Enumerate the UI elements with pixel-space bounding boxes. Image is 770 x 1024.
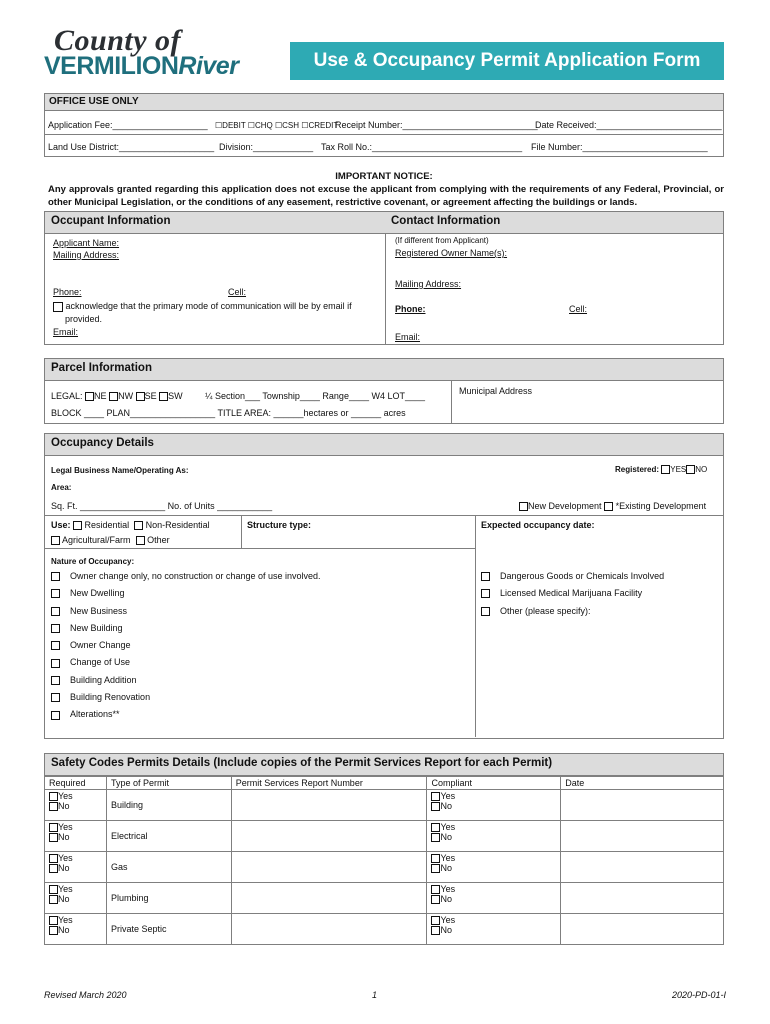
structure-type-field[interactable]: Structure type: [247, 520, 312, 530]
permit-type: Building [106, 790, 231, 821]
form-title: Use & Occupancy Permit Application Form [290, 42, 724, 80]
required-checkboxes[interactable]: Yes No [45, 914, 107, 945]
block-plan-field[interactable]: BLOCK ____ PLAN_________________ TITLE AREA: ______hectares or ______ acres [51, 408, 406, 418]
file-number-field[interactable]: File Number:_________________________ [531, 142, 708, 152]
occupancy-heading: Occupancy Details [45, 434, 723, 456]
expected-occupancy-date-field[interactable]: Expected occupancy date: [481, 520, 595, 530]
report-number-cell[interactable] [231, 852, 427, 883]
nature-option[interactable]: Other (please specify): [481, 606, 664, 623]
date-cell[interactable] [561, 790, 724, 821]
receipt-number-field[interactable]: Receipt Number:___________________________ [335, 120, 538, 130]
notice-body: Any approvals granted regarding this application does not excuse the applicant from complying with the requirements of any Federal, Provincial, or other Municipal Legislation, or the conditions of any easement, restrictive covenant, or agreement affecting the buildings or lands. [48, 184, 724, 208]
nature-option[interactable]: Owner Change [51, 640, 321, 657]
email-ack-text: provided. [65, 314, 103, 324]
compliant-checkboxes[interactable]: Yes No [427, 852, 561, 883]
table-row [45, 821, 724, 852]
nature-of-occupancy-label: Nature of Occupancy: [51, 557, 135, 566]
col-report-number: Permit Services Report Number [231, 777, 427, 790]
nature-option[interactable]: Dangerous Goods or Chemicals Involved [481, 571, 664, 588]
permits-table [44, 776, 724, 945]
occupant-phone-field[interactable]: Phone: [53, 287, 82, 297]
county-logo [44, 24, 276, 84]
col-type: Type of Permit [106, 777, 231, 790]
notice-title: IMPORTANT NOTICE: [335, 171, 433, 182]
occupant-contact-section [44, 211, 724, 345]
permit-type: Private Septic [106, 914, 231, 945]
occupancy-section [44, 433, 724, 739]
compliant-checkboxes[interactable]: Yes No [427, 821, 561, 852]
permit-type: Gas [106, 852, 231, 883]
col-required: Required [45, 777, 107, 790]
footer-form-code: 2020-PD-01-I [672, 990, 727, 1000]
land-use-district-field[interactable]: Land Use District:___________________ [48, 142, 215, 152]
development-type-checkboxes[interactable]: New Development *Existing Development [519, 501, 706, 511]
section-township-range-field[interactable]: ¼ Section___ Township____ Range____ W4 LOT____ [205, 391, 425, 401]
registered-checkboxes[interactable]: Registered: YES NO [615, 465, 708, 474]
compliant-checkboxes[interactable]: Yes No [427, 790, 561, 821]
parcel-heading: Parcel Information [45, 359, 723, 381]
col-date: Date [561, 777, 724, 790]
nature-left-list [51, 571, 321, 727]
safety-heading: Safety Codes Permits Details (Include copies of the Permit Services Report for each Permit) [44, 753, 724, 776]
permit-type: Plumbing [106, 883, 231, 914]
table-row [45, 883, 724, 914]
report-number-cell[interactable] [231, 821, 427, 852]
logo-text-county: County of [54, 24, 182, 57]
contact-cell-field[interactable]: Cell: [569, 304, 588, 314]
report-number-cell[interactable] [231, 914, 427, 945]
permit-type: Electrical [106, 821, 231, 852]
nature-option[interactable]: Change of Use [51, 657, 321, 674]
date-cell[interactable] [561, 852, 724, 883]
occupant-cell-field[interactable]: Cell: [228, 287, 247, 297]
nature-option[interactable]: Alterations** [51, 709, 321, 726]
required-checkboxes[interactable]: Yes No [45, 790, 107, 821]
use-checkboxes[interactable]: Use: Residential Non-Residential [51, 520, 210, 530]
report-number-cell[interactable] [231, 790, 427, 821]
table-row [45, 852, 724, 883]
compliant-checkboxes[interactable]: Yes No [427, 883, 561, 914]
contact-heading: Contact Information [385, 212, 723, 234]
office-use-section [44, 93, 724, 157]
registered-owner-field[interactable]: Registered Owner Name(s): [395, 248, 508, 258]
office-use-heading: OFFICE USE ONLY [45, 94, 723, 111]
date-cell[interactable] [561, 883, 724, 914]
logo-text-name: VERMILIONRiver [44, 52, 239, 80]
email-ack-checkbox[interactable]: acknowledge that the primary mode of communication will be by email if [53, 301, 352, 312]
col-compliant: Compliant [427, 777, 561, 790]
required-checkboxes[interactable]: Yes No [45, 852, 107, 883]
nature-option[interactable]: New Building [51, 623, 321, 640]
municipal-address-field[interactable]: Municipal Address [459, 386, 533, 396]
occupant-mailing-address-field[interactable]: Mailing Address: [53, 250, 120, 260]
date-cell[interactable] [561, 821, 724, 852]
application-fee-field[interactable]: Application Fee:___________________ [48, 120, 208, 130]
parcel-section [44, 358, 724, 424]
nature-option[interactable]: New Business [51, 606, 321, 623]
occupant-email-field[interactable]: Email: [53, 327, 79, 337]
business-name-field[interactable]: Legal Business Name/Operating As: [51, 466, 189, 475]
occupant-heading: Occupant Information [45, 212, 385, 234]
contact-phone-field[interactable]: Phone: [395, 304, 426, 314]
footer-revised: Revised March 2020 [44, 990, 127, 1000]
date-received-field[interactable]: Date Received:_________________________ [535, 120, 722, 130]
nature-option[interactable]: New Dwelling [51, 588, 321, 605]
legal-quarter-checkboxes[interactable]: LEGAL: NE NW SE SW [51, 391, 183, 401]
contact-mailing-address-field[interactable]: Mailing Address: [395, 279, 462, 289]
contact-note: (If different from Applicant) [395, 236, 489, 245]
contact-email-field[interactable]: Email: [395, 332, 421, 342]
safety-codes-section [44, 753, 724, 943]
nature-option[interactable]: Owner change only, no construction or change of use involved. [51, 571, 321, 588]
required-checkboxes[interactable]: Yes No [45, 883, 107, 914]
applicant-name-field[interactable]: Applicant Name: [53, 238, 120, 248]
area-label: Area: [51, 483, 72, 492]
table-row [45, 790, 724, 821]
table-row [45, 914, 724, 945]
use-checkboxes-2[interactable]: Agricultural/Farm Other [51, 535, 170, 545]
date-cell[interactable] [561, 914, 724, 945]
required-checkboxes[interactable]: Yes No [45, 821, 107, 852]
footer-page-number: 1 [372, 990, 378, 1000]
compliant-checkboxes[interactable]: Yes No [427, 914, 561, 945]
nature-option[interactable]: Licensed Medical Marijuana Facility [481, 588, 664, 605]
nature-right-list [481, 571, 664, 623]
tax-roll-field[interactable]: Tax Roll No.:______________________________ [321, 142, 523, 152]
table-header-row [45, 777, 724, 790]
division-field[interactable]: Division:____________ [219, 142, 314, 152]
nature-option[interactable]: Building Addition [51, 675, 321, 692]
sqft-units-field[interactable]: Sq. Ft. _________________ No. of Units ___________ [51, 501, 273, 511]
nature-option[interactable]: Building Renovation [51, 692, 321, 709]
report-number-cell[interactable] [231, 883, 427, 914]
payment-options[interactable]: ☐DEBIT ☐CHQ ☐CSH ☐CREDIT [215, 121, 339, 130]
